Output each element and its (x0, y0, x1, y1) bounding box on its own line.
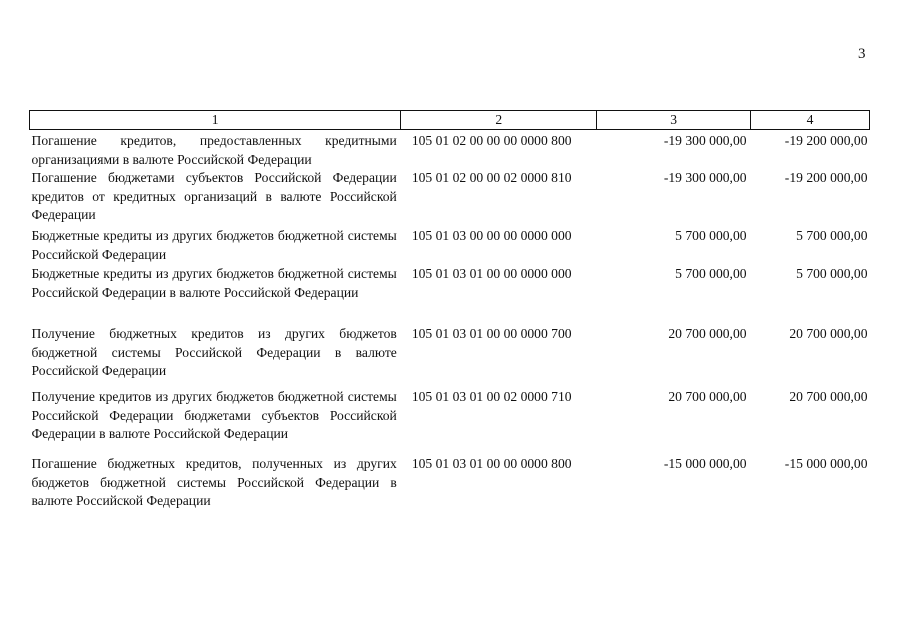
row-name: Получение бюджетных кредитов из других бюджетов бюджетной системы Российской Федерации в валюте Российской Федерации (31, 326, 397, 378)
row-code: 105 01 03 01 00 00 0000 700 (411, 326, 572, 341)
row-name: Погашение бюджетных кредитов, полученных из других бюджетов бюджетной системы Российской Федерации в валюте Российской Федерации (31, 456, 397, 508)
table-row (30, 265, 870, 325)
column-header-3: 3 (597, 111, 751, 130)
row-code: 105 01 03 01 00 00 0000 800 (411, 456, 572, 471)
table-row (30, 227, 870, 265)
table-header-row (30, 111, 870, 130)
row-code: 105 01 02 00 00 02 0000 810 (411, 170, 572, 185)
table-row (30, 455, 870, 511)
table-row (30, 130, 870, 170)
row-value-col3: -15 000 000,00 (663, 456, 747, 471)
row-value-col4: -15 000 000,00 (784, 456, 868, 471)
row-value-col3: 5 700 000,00 (675, 266, 747, 281)
row-code: 105 01 03 00 00 00 0000 000 (411, 228, 572, 243)
budget-sources-table (29, 110, 870, 511)
row-value-col4: -19 200 000,00 (784, 170, 868, 185)
row-name: Погашение кредитов, предоставленных кредитными организациями в валюте Российской Федерации (31, 133, 397, 167)
row-value-col3: -19 300 000,00 (663, 170, 747, 185)
row-name: Бюджетные кредиты из других бюджетов бюджетной системы Российской Федерации (31, 228, 397, 262)
column-header-2: 2 (401, 111, 597, 130)
row-name: Получение кредитов из других бюджетов бюджетной системы Российской Федерации бюджетами субъектов Российской Федерации в валюте Российской Федерации (31, 389, 397, 441)
table-row (30, 325, 870, 388)
table-row (30, 388, 870, 455)
row-name: Погашение бюджетами субъектов Российской Федерации кредитов от кредитных организаций в валюте Российской Федерации (31, 170, 397, 222)
row-value-col4: 20 700 000,00 (789, 389, 868, 404)
row-code: 105 01 03 01 00 02 0000 710 (411, 389, 572, 404)
row-value-col4: -19 200 000,00 (784, 133, 868, 148)
column-header-1: 1 (30, 111, 401, 130)
row-value-col3: 20 700 000,00 (668, 326, 747, 341)
row-value-col3: 5 700 000,00 (675, 228, 747, 243)
row-value-col4: 5 700 000,00 (796, 266, 868, 281)
row-code: 105 01 03 01 00 00 0000 000 (411, 266, 572, 281)
row-value-col4: 20 700 000,00 (789, 326, 868, 341)
row-name: Бюджетные кредиты из других бюджетов бюджетной системы Российской Федерации в валюте Российской Федерации (31, 266, 397, 300)
page-number: 3 (858, 46, 866, 62)
row-value-col3: -19 300 000,00 (663, 133, 747, 148)
row-code: 105 01 02 00 00 00 0000 800 (411, 133, 572, 148)
row-value-col4: 5 700 000,00 (796, 228, 868, 243)
column-header-4: 4 (751, 111, 870, 130)
row-value-col3: 20 700 000,00 (668, 389, 747, 404)
table-row (30, 169, 870, 227)
